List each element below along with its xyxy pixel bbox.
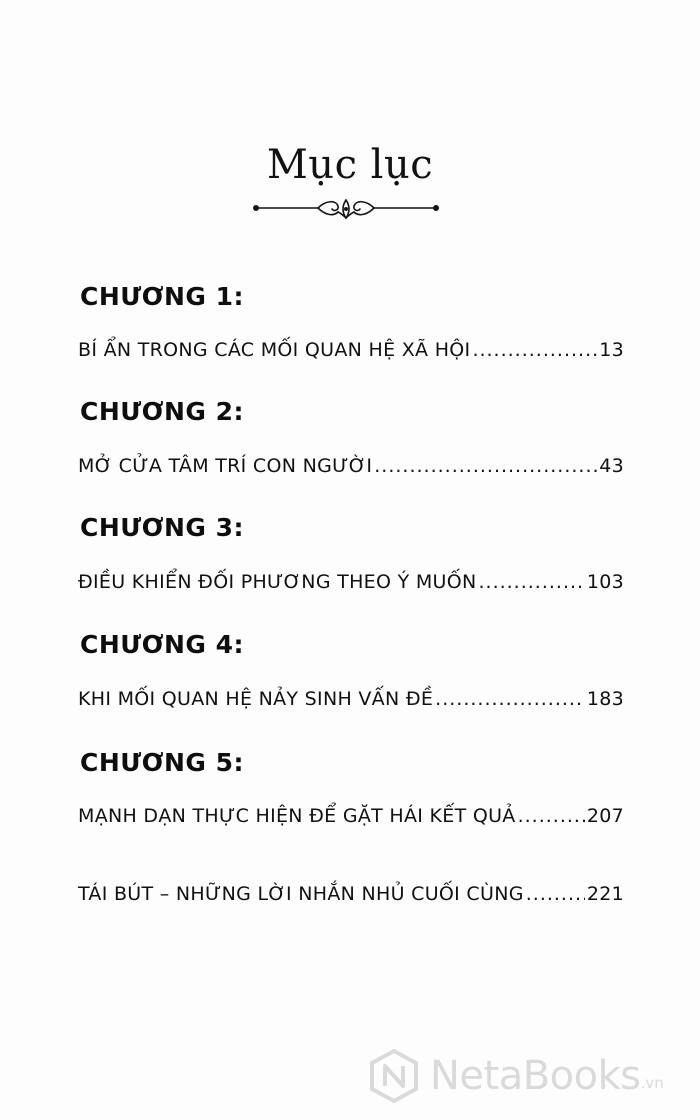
toc-entry-page-number: 103 xyxy=(586,571,624,593)
toc-entry-chapter-2[interactable] xyxy=(78,455,624,477)
toc-entry-chapter-5[interactable] xyxy=(78,805,624,827)
chapter-4-heading: CHƯƠNG 4: xyxy=(80,630,245,659)
dot-leader xyxy=(526,883,585,905)
toc-entry-page-number: 207 xyxy=(586,805,624,827)
watermark xyxy=(366,1046,696,1106)
watermark-suffix: .vn xyxy=(640,1074,664,1092)
chapter-2-heading: CHƯƠNG 2: xyxy=(80,397,245,426)
watermark-brand: NetaBooks xyxy=(430,1053,641,1099)
toc-entry-page-number: 183 xyxy=(586,688,624,710)
chapter-3-heading: CHƯƠNG 3: xyxy=(80,513,245,542)
ornament-divider-icon xyxy=(248,192,444,224)
dot-leader xyxy=(518,805,585,827)
toc-entry-title: ĐIỀU KHIỂN ĐỐI PHƯƠNG THEO Ý MUỐN xyxy=(78,571,477,593)
netabooks-logo-icon xyxy=(366,1048,422,1104)
dot-leader xyxy=(435,688,585,710)
toc-entry-page-number: 13 xyxy=(599,339,624,361)
toc-entry-title: MỞ CỬA TÂM TRÍ CON NGƯỜI xyxy=(78,455,373,477)
toc-entry-title: TÁI BÚT – NHỮNG LỜI NHẮN NHỦ CUỐI CÙNG xyxy=(78,883,524,905)
toc-entry-chapter-3[interactable] xyxy=(78,571,624,593)
toc-entry-chapter-4[interactable] xyxy=(78,688,624,710)
toc-entry-page-number: 221 xyxy=(586,883,624,905)
toc-entry-title: BÍ ẨN TRONG CÁC MỐI QUAN HỆ XÃ HỘI xyxy=(78,339,471,361)
toc-entry-page-number: 43 xyxy=(599,455,624,477)
toc-entry-title: MẠNH DẠN THỰC HIỆN ĐỂ GẶT HÁI KẾT QUẢ xyxy=(78,805,516,827)
dot-leader xyxy=(374,455,597,477)
toc-entry-postscript[interactable] xyxy=(78,883,624,905)
chapter-1-heading: CHƯƠNG 1: xyxy=(80,282,245,311)
dot-leader xyxy=(472,339,597,361)
toc-entry-chapter-1[interactable] xyxy=(78,339,624,361)
dot-leader xyxy=(478,571,584,593)
chapter-5-heading: CHƯƠNG 5: xyxy=(80,748,245,777)
page-title: Mục lục xyxy=(266,142,434,188)
toc-entry-title: KHI MỐI QUAN HỆ NẢY SINH VẤN ĐỀ xyxy=(78,688,434,710)
